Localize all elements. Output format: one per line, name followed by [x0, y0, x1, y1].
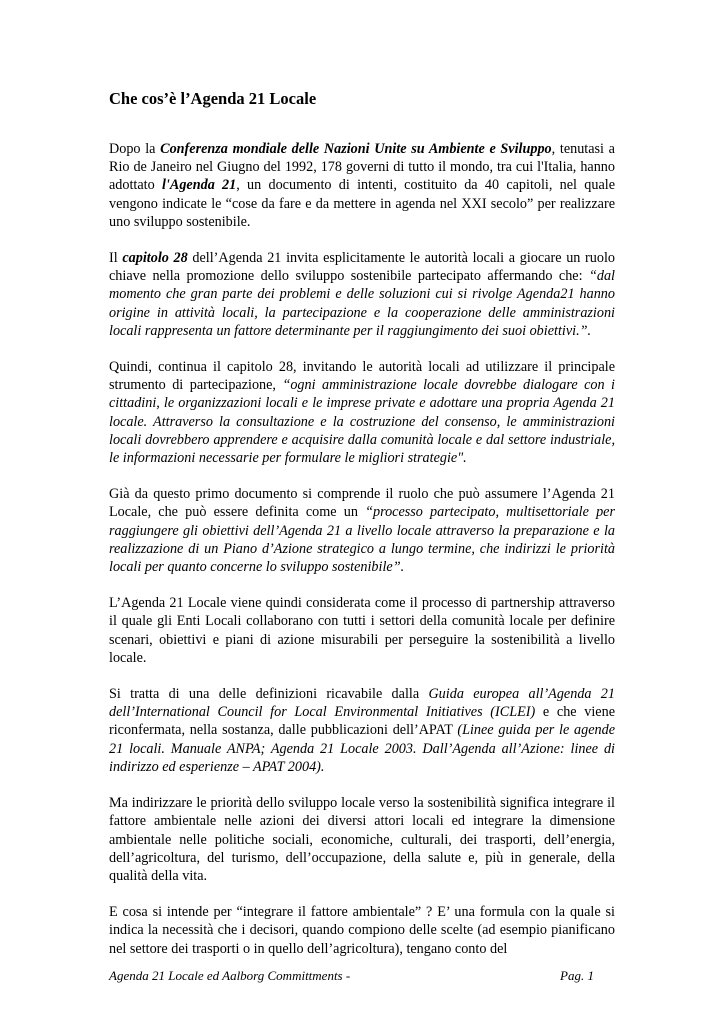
paragraph-2: [109, 249, 615, 340]
text-run: e che viene riconfermata, nella sostanza, dalle pubblicazioni dell’APAT: [109, 704, 615, 739]
conference-name: Conferenza mondiale delle Nazioni Unite su Ambiente e Sviluppo: [160, 141, 552, 157]
paragraph-1: [109, 140, 615, 231]
paragraph-5: [109, 594, 615, 667]
apat-publications-reference: (Linee guida per le agende 21 locali. Manuale ANPA; Agenda 21 Locale 2003. Dall’Agenda all’Azione: linee di indirizzo ed esperienze – APAT 2004).: [109, 722, 616, 775]
text-run: dell’Agenda 21 invita esplicitamente le autorità locali a giocare un ruolo chiave nella promozione dello sviluppo sostenibile partecipato affermando che:: [109, 250, 616, 285]
chapter-28-term: capitolo 28: [122, 250, 188, 267]
text-run: Si tratta di una delle definizioni ricavabile dalla: [109, 686, 429, 703]
text-run: Già da questo primo documento si comprende il ruolo che può assumere l’Agenda 21 Locale, che può essere definita come un: [109, 486, 615, 521]
iclei-guide-reference: Guida europea all’Agenda 21 dell’International Council for Local Environmental Initiatives (ICLEI): [109, 686, 615, 721]
document-body: [109, 140, 615, 976]
text-run: , tenutasi a Rio de Janeiro nel Giugno del 1992, 178 governi di tutto il mondo, tra cui l'Italia, hanno adottato: [109, 141, 615, 194]
text-run: Quindi, continua il capitolo 28, invitando le autorità locali ad utilizzare il principale strumento di partecipazione,: [109, 359, 615, 394]
text-run: , un documento di intenti, costituito da 40 capitoli, nel quale vengono indicate le “cose da fare e da mettere in agenda nel XXI secolo” per realizzare uno sviluppo sostenibile.: [109, 177, 615, 230]
paragraph-4: [109, 485, 615, 576]
quote-definition: “processo partecipato, multisettoriale per raggiungere gli obiettivi dell’Agenda 21 a livello locale attraverso la preparazione e la realizzazione di un Piano d’Azione strategico a lungo termine, che indirizzi le priorità locali per quanto concerne lo sviluppo sostenibile”.: [109, 504, 615, 576]
text-run: Ma indirizzare le priorità dello sviluppo locale verso la sostenibilità significa integrare il fattore ambientale nelle azioni dei diversi attori locali ed integrare la dimensione ambientale nelle politiche sociali, economiche, culturali, dei trasporti, dell’energia, dell’agricoltura, del turismo, dell’occupazione, della salute e, più in generale, della qualità della vita.: [109, 795, 615, 884]
paragraph-3: [109, 358, 615, 467]
paragraph-6: [109, 685, 615, 776]
page-number: Pag. 1: [560, 968, 594, 983]
quote-chapter-28: “dal momento che gran parte dei problemi e delle soluzioni cui si rivolge Agenda21 hanno origine in attività locali, la partecipazione e la cooperazione delle amministrazioni locali rappresenta un fattore determinante per il raggiungimento dei suoi obiettivi.”.: [109, 268, 615, 339]
agenda-21-term: l'Agenda 21: [161, 177, 237, 194]
paragraph-7: [109, 794, 615, 885]
footer-document-title: Agenda 21 Locale ed Aalborg Committments -: [109, 968, 351, 983]
text-run: Dopo la: [109, 141, 161, 157]
quote-local-administration: “ogni amministrazione locale dovrebbe dialogare con i cittadini, le organizzazioni locali e le imprese private e adottare una propria Agenda 21 locale. Attraverso la consultazione e la costruzione del consenso, le amministrazioni locali dovrebbero apprendere e acquisire dalla comunità locale e dal settore industriale, le informazioni necessarie per formulare le migliori strategie".: [109, 377, 615, 467]
page-title: Che cos’è l’Agenda 21 Locale: [109, 89, 317, 108]
text-run: Il: [109, 250, 123, 267]
paragraph-8: [109, 903, 615, 958]
text-run: E cosa si intende per “integrare il fattore ambientale” ? E’ una formula con la quale si indica la necessità che i decisori, quando compiono delle scelte (ad esempio pianificano nel settore dei trasporti o in quello dell’agricoltura), tengano conto del: [109, 904, 615, 957]
text-run: L’Agenda 21 Locale viene quindi considerata come il processo di partnership attraverso il quale gli Enti Locali collaborano con tutti i settori della comunità locale per definire scenari, obiettivi e piani di azione misurabili per perseguire la sostenibilità a livello locale.: [109, 595, 615, 666]
